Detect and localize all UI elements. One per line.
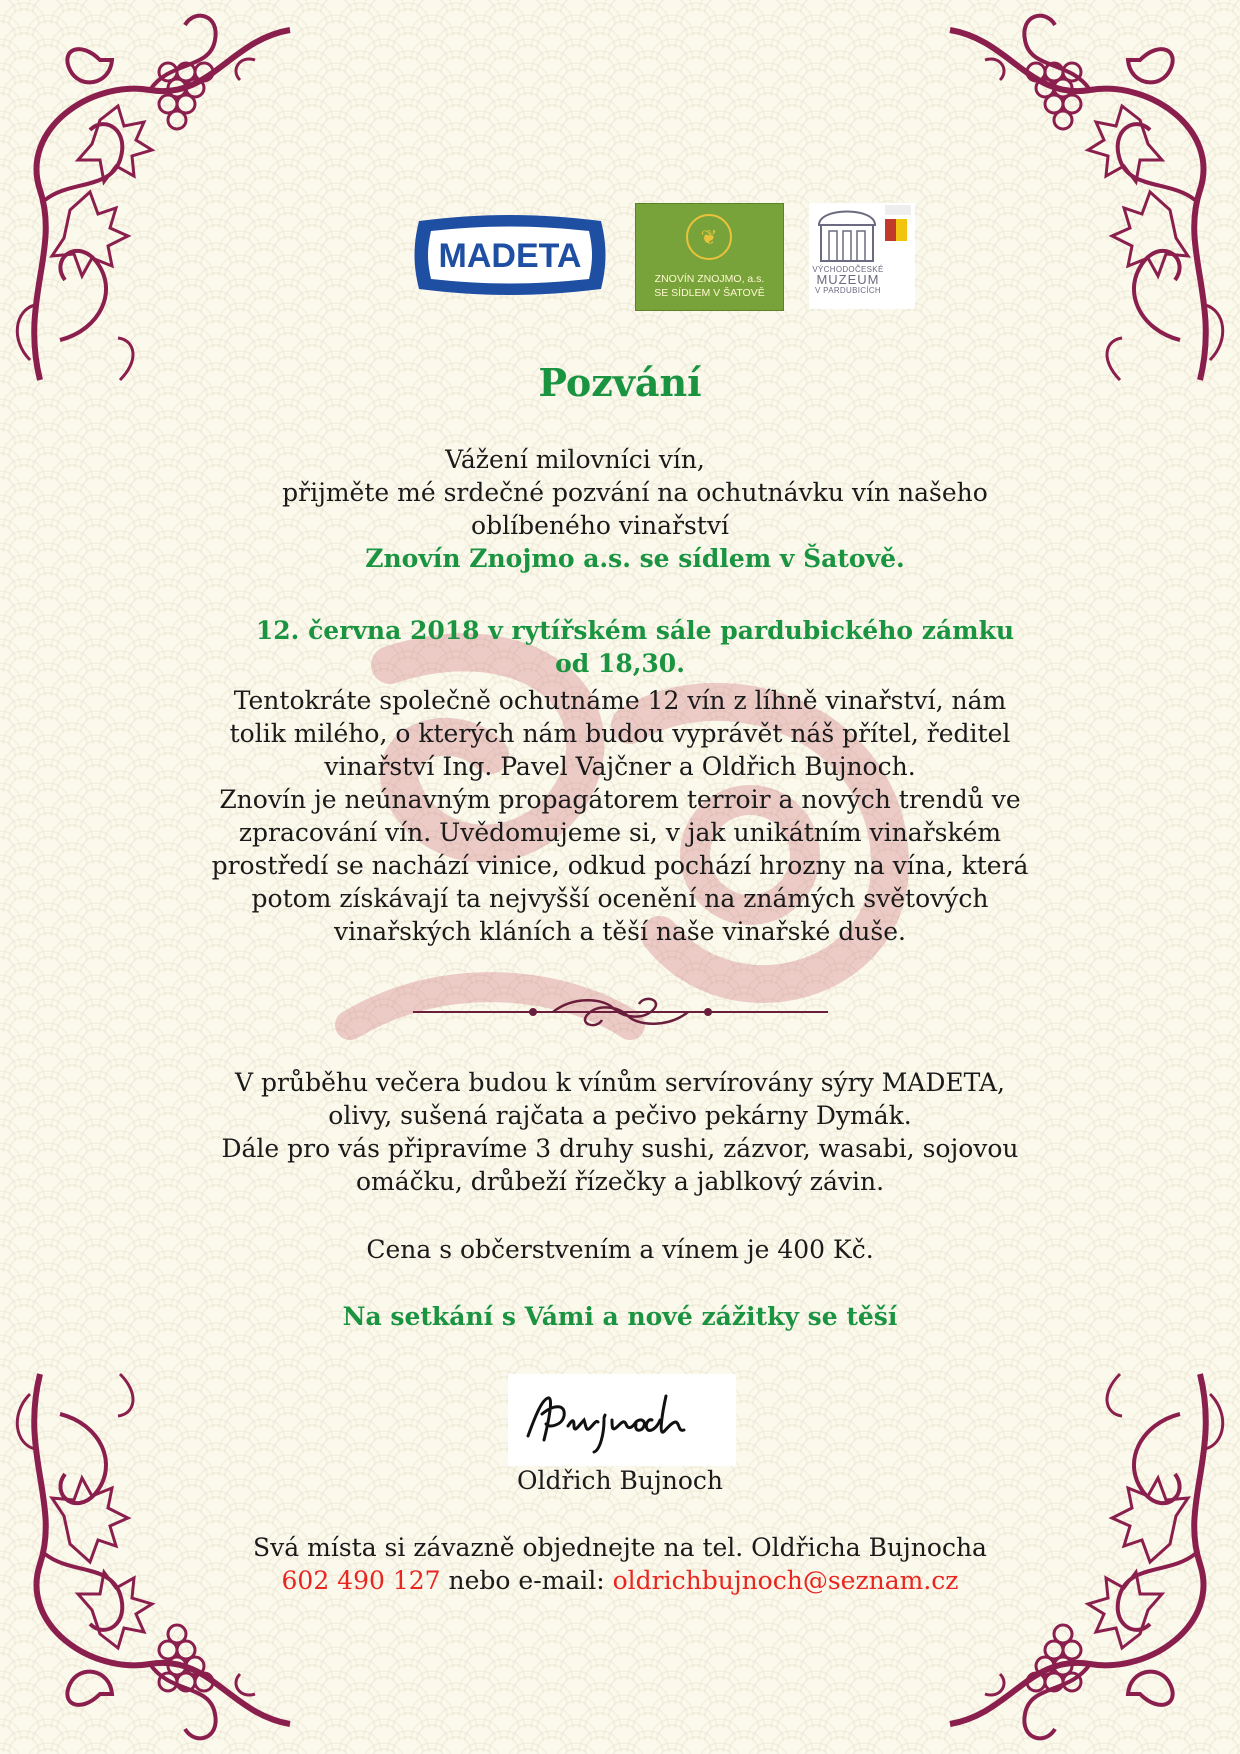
menu-line: olivy, sušená rajčata a pečivo pekárny Dymák. xyxy=(328,1101,912,1130)
ornamental-divider xyxy=(413,992,828,1032)
contact-line-2 xyxy=(0,1564,1240,1597)
contact-separator: nebo e-mail: xyxy=(440,1566,613,1595)
madeta-logo xyxy=(413,211,607,299)
museum-logo-line2: MUZEUM xyxy=(816,272,880,287)
event-time: od 18,30. xyxy=(555,649,685,678)
intro-line: přijměte mé srdečné pozvání na ochutnávku vín našeho xyxy=(282,478,988,507)
intro-line: Vážení milovníci vín, xyxy=(445,445,705,474)
handwritten-signature xyxy=(508,1374,736,1466)
znovin-logo-line1: ZNOVÍN ZNOJMO, a.s. xyxy=(654,273,765,285)
event-date-place: 12. června 2018 v rytířském sále pardubického zámku xyxy=(255,616,1015,645)
body-line: tolik milého, o kterých nám budou vyprávět náš přítel, ředitel xyxy=(229,719,1011,748)
body-line: zpracování vín. Uvědomujeme si, v jak unikátním vinařském xyxy=(238,818,1002,847)
price-info: Cena s občerstvením a vínem je 400 Kč. xyxy=(366,1235,874,1264)
intro-text xyxy=(0,443,1240,575)
corner-ornament-top-right xyxy=(940,0,1240,400)
grape-emblem-icon: ❦ xyxy=(686,214,732,260)
body-paragraph xyxy=(0,684,1240,948)
event-info xyxy=(0,614,1240,680)
menu-line: V průběhu večera budou k vínům servírovány sýry MADETA, xyxy=(235,1068,1005,1097)
page-title: Pozvání xyxy=(538,360,702,405)
intro-line: oblíbeného vinařství xyxy=(471,511,729,540)
body-line: prostředí se nachází vinice, odkud pochází hrozny na vína, která xyxy=(211,851,1029,880)
museum-logo-line1: VÝCHODOČESKÉ xyxy=(812,265,884,274)
contact-info xyxy=(0,1531,1240,1597)
sponsor-logos xyxy=(0,203,1240,313)
museum-logo xyxy=(809,203,915,309)
menu-paragraph xyxy=(0,1066,1240,1198)
email-link[interactable]: oldrichbujnoch@seznam.cz xyxy=(612,1566,959,1595)
closing-line: Na setkání s Vámi a nové zážitky se těší xyxy=(342,1302,898,1331)
znovin-logo-line2: SE SÍDLEM V ŠATOVĚ xyxy=(654,287,765,299)
museum-logo-line3: V PARDUBICÍCH xyxy=(815,286,881,295)
signature-name: Oldřich Bujnoch xyxy=(517,1466,723,1495)
body-line: Tentokráte společně ochutnáme 12 vín z líhně vinařství, nám xyxy=(233,686,1007,715)
znovin-logo xyxy=(635,203,784,311)
madeta-logo-text: MADETA xyxy=(438,237,582,275)
winery-name: Znovín Znojmo a.s. se sídlem v Šatově. xyxy=(365,544,905,573)
body-line: vinařství Ing. Pavel Vajčner a Oldřich Bujnoch. xyxy=(324,752,916,781)
body-line: vinařských kláních a těší naše vinařské duše. xyxy=(334,917,906,946)
phone-number[interactable]: 602 490 127 xyxy=(281,1566,441,1595)
body-line: Znovín je neúnavným propagátorem terroir a nových trendů ve xyxy=(219,785,1021,814)
menu-line: omáčku, drůbeží řízečky a jablkový závin. xyxy=(355,1167,885,1196)
body-line: potom získávají ta nejvyšší ocenění na známých světových xyxy=(251,884,989,913)
contact-line: Svá místa si závazně objednejte na tel. Oldřicha Bujnocha xyxy=(253,1533,987,1562)
menu-line: Dále pro vás připravíme 3 druhy sushi, zázvor, wasabi, sojovou xyxy=(221,1134,1019,1163)
corner-ornament-top-left xyxy=(0,0,300,400)
